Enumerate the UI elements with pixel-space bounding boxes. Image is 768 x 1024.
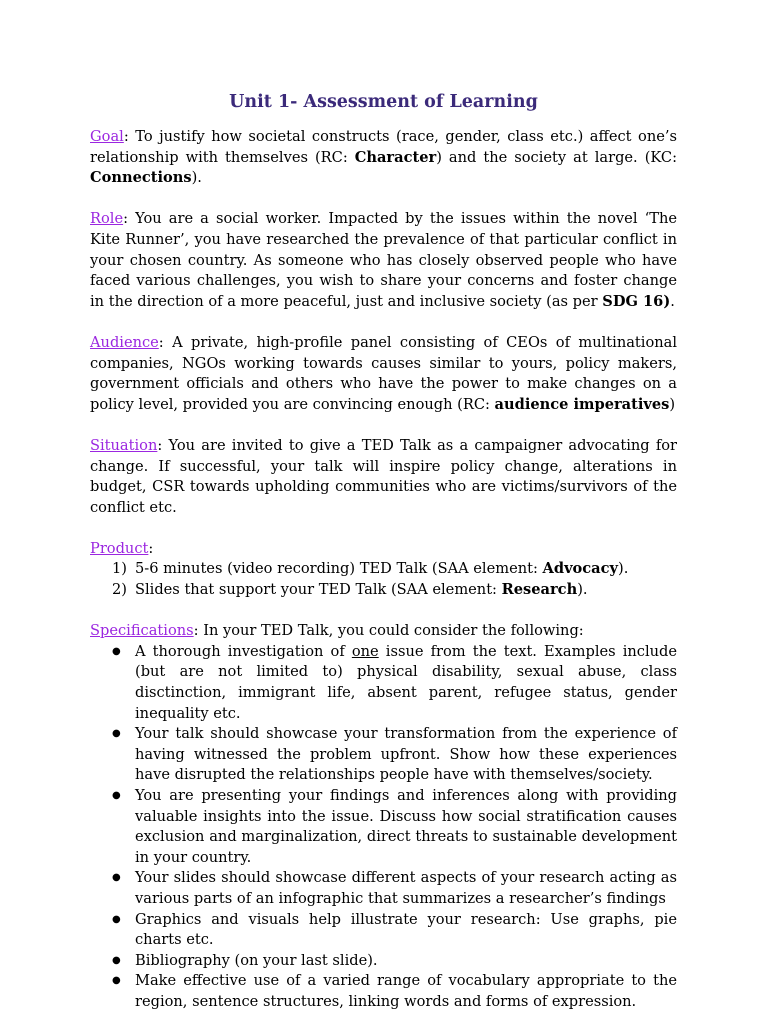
list-number: 2) — [112, 581, 127, 599]
product-colon: : — [148, 539, 154, 557]
list-item: ● Make effective use of a varied range of vocabulary appropriate to the region, sentence structures, linking words and forms of expression. — [90, 971, 677, 1012]
list-item-end: ). — [618, 560, 629, 578]
product-label: Product — [90, 539, 149, 557]
list-item: ● Bibliography (on your last slide). — [90, 951, 677, 972]
role-text-2: . — [670, 292, 675, 310]
list-item: ● Your slides should showcase different aspects of your research acting as various parts of an infographic that summarizes a researcher’s findings — [90, 868, 677, 909]
specifications-section — [90, 621, 677, 1012]
list-item-text: issue from the text. Examples include (but are not limited to) physical disability, sexual abuse, class disctinction, immigrant life, absent parent, refugee status, gender inequality etc. — [135, 642, 678, 722]
role-text-1: : You are a social worker. Impacted by the issues within the novel ‘The Kite Runner’, you have researched the prevalence of that particular conflict in your chosen country. As someone who has closely observed people who have faced various challenges, you wish to share your concerns and foster change in the direction of a more peaceful, just and inclusive society (as per — [90, 210, 677, 310]
goal-text-2: ) and the society at large. (KC: — [436, 148, 677, 166]
list-item — [90, 559, 677, 580]
list-item — [90, 642, 677, 724]
document-page — [90, 89, 677, 1013]
goal-bold-connections: Connections — [90, 169, 192, 187]
audience-label: Audience — [90, 333, 159, 351]
list-item-text: 5-6 minutes (video recording) TED Talk (SAA element: — [135, 560, 543, 578]
product-heading — [90, 539, 677, 560]
audience-section — [90, 333, 677, 415]
goal-bold-character: Character — [354, 148, 437, 166]
goal-text-1: : To justify how societal constructs (race, gender, class etc.) affect one’s relationship with themselves (RC: — [90, 128, 677, 166]
list-item-end: ). — [577, 581, 588, 599]
specifications-heading — [90, 621, 677, 642]
underlined-word: one — [351, 642, 379, 660]
role-label: Role — [90, 210, 124, 228]
list-item-text: A thorough investigation of — [135, 642, 352, 660]
list-item: ● Your talk should showcase your transformation from the experience of having witnessed the problem upfront. Show how these experiences have disrupted the relationships people have with themselves/society. — [90, 724, 677, 786]
situation-label: Situation — [90, 436, 158, 454]
role-section — [90, 209, 677, 312]
list-item — [90, 580, 677, 601]
product-section — [90, 539, 677, 601]
list-item: ● Graphics and visuals help illustrate your research: Use graphs, pie charts etc. — [90, 910, 677, 951]
audience-text-2: ) — [669, 395, 676, 413]
page-title: Unit 1- Assessment of Learning — [229, 92, 538, 112]
specifications-intro: : In your TED Talk, you could consider the following: — [193, 622, 584, 640]
product-list — [90, 559, 677, 600]
list-item-bold: Advocacy — [542, 560, 618, 578]
specifications-label: Specifications — [90, 622, 194, 640]
list-item-text: Slides that support your TED Talk (SAA element: — [135, 581, 502, 599]
list-item: ● You are presenting your findings and inferences along with providing valuable insights into the issue. Discuss how social stratification causes exclusion and marginalization, direct threats to sustainable development in your country. — [90, 786, 677, 868]
goal-text-3: ). — [191, 169, 202, 187]
audience-text-1: : A private, high-profile panel consisting of CEOs of multinational companies, NGOs working towards causes similar to yours, policy makers, government officials and others who have the power to make changes on a policy level, provided you are convincing enough (RC: — [90, 333, 677, 413]
specifications-list — [90, 642, 677, 1013]
role-bold-sdg: SDG 16) — [602, 292, 671, 310]
list-item-bold: Research — [501, 581, 578, 599]
situation-text: : You are invited to give a TED Talk as a campaigner advocating for change. If successful, your talk will inspire policy change, alterations in budget, CSR towards upholding communities who are victims/survivors of the conflict etc. — [90, 436, 677, 516]
goal-label: Goal — [90, 128, 124, 145]
goal-section — [90, 127, 677, 189]
audience-bold-imperatives: audience imperatives — [494, 395, 670, 413]
list-number: 1) — [112, 560, 127, 578]
situation-section — [90, 436, 677, 518]
